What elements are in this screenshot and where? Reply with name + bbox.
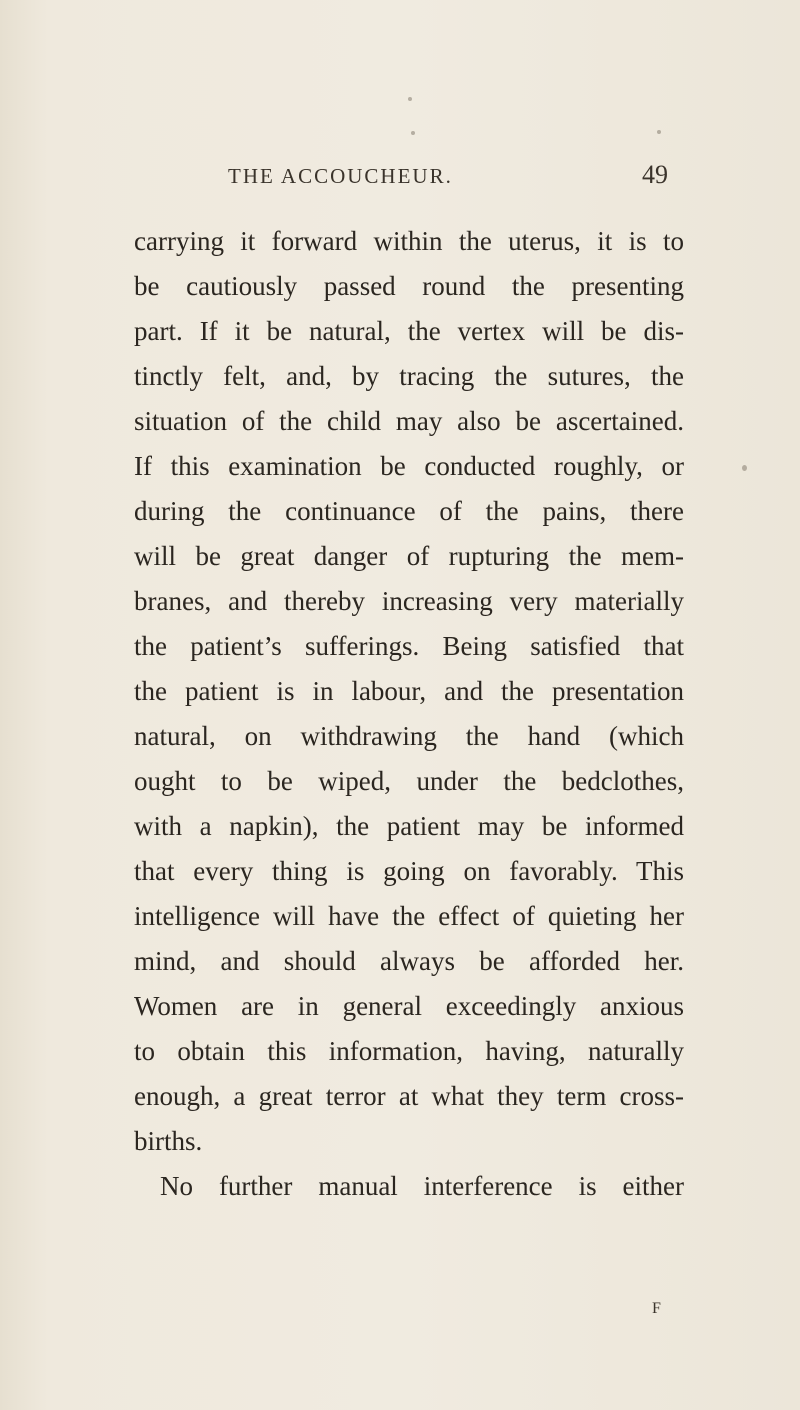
page-number: 49 — [642, 160, 668, 189]
text-line: the patient is in labour, and the presentation — [134, 676, 684, 706]
text-line: carrying it forward within the uterus, it is to — [134, 226, 684, 256]
running-title: THE ACCOUCHEUR. — [228, 164, 453, 188]
text-line: natural, on withdrawing the hand (which — [134, 721, 684, 751]
signature-mark: F — [652, 1300, 661, 1317]
text-line: tinctly felt, and, by tracing the sutures, the — [134, 361, 684, 391]
text-line: situation of the child may also be ascertained. — [134, 406, 684, 436]
text-line: be cautiously passed round the presenting — [134, 271, 684, 301]
text-line: intelligence will have the effect of quieting her — [134, 901, 684, 931]
text-line: births. — [134, 1126, 203, 1156]
text-line: that every thing is going on favorably. This — [134, 856, 684, 886]
text-line: mind, and should always be afforded her. — [134, 946, 684, 976]
text-line: with a napkin), the patient may be informed — [134, 811, 684, 841]
text-line: No further manual interference is either — [160, 1171, 684, 1201]
text-line: enough, a great terror at what they term cross- — [134, 1081, 684, 1111]
text-line: ought to be wiped, under the bedclothes, — [134, 766, 684, 796]
text-line: during the continuance of the pains, there — [134, 496, 684, 526]
text-line: the patient’s sufferings. Being satisfied that — [134, 631, 684, 661]
text-line: Women are in general exceedingly anxious — [134, 991, 684, 1021]
text-line: part. If it be natural, the vertex will be dis- — [134, 316, 684, 346]
text-line: branes, and thereby increasing very materially — [134, 586, 684, 616]
text-line: will be great danger of rupturing the mem- — [134, 541, 684, 571]
text-line: If this examination be conducted roughly, or — [134, 451, 684, 481]
text-line: to obtain this information, having, naturally — [134, 1036, 684, 1066]
